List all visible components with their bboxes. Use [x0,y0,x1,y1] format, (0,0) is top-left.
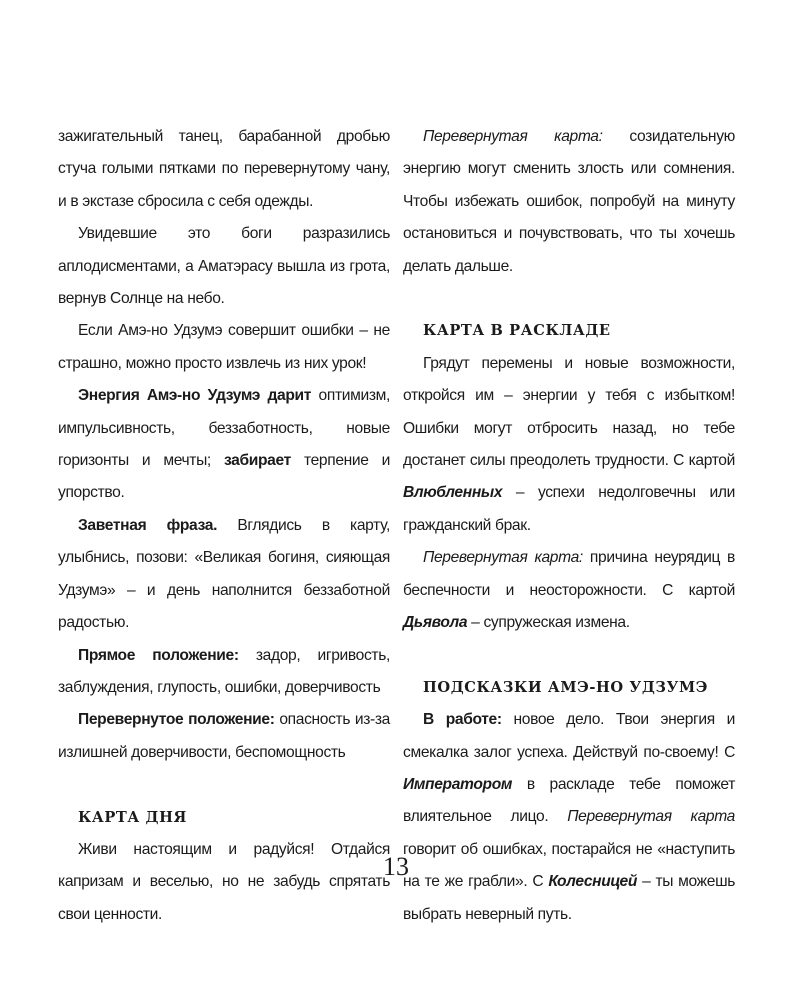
reversed-card-paragraph: Перевернутая карта: созидательную энергию могут сменить злость или сомнения. Чтобы избежать ошибок, попробуй на минуту остановиться и почувствовать, что ты хочешь делать дальше. [403,128,735,275]
section-heading-spread: КАРТА В РАСКЛАДЕ [423,322,611,340]
paragraph: Перевернутая карта: причина неурядиц в беспечности и неосторожности. С картой Дьявола – супружеская измена. [403,549,735,632]
page-number: 13 [383,852,409,881]
paragraph: Если Амэ-но Удзумэ совершит ошибки – не страшно, можно просто извлечь из них урок! [58,322,390,372]
reversed-paragraph: Перевернутое положение: опасность из-за излишней доверчивости, беспомощность [58,711,390,761]
paragraph: Увидевшие это боги разразились аплодисментами, а Аматэрасу вышла из грота, вернув Солнце на небо. [58,225,390,308]
section-heading-day: КАРТА ДНЯ [78,808,187,826]
work-paragraph: В работе: новое дело. Твои энергия и смекалка залог успеха. Действуй по-своему! С Императором в раскладе тебе поможет влиятельное лицо. Перевернутая карта говорит об ошибках, постарайся не «наступить на те же грабли». С Колесницей – ты можешь выбрать неверный путь. [403,711,736,923]
paragraph: Живи настоящим и радуйся! Отдайся капризам и веселью, но не забудь спрятать свои ценности. [58,840,390,923]
paragraph: зажигательный танец, барабанной дробью стуча голыми пятками по перевернутому чану, и в экстазе сбросила с себя одежды. [58,128,390,210]
spacer [403,639,735,671]
right-column [403,121,735,931]
energy-paragraph: Энергия Амэ-но Удзумэ дарит оптимизм, импульсивность, беззаботность, новые горизонты и мечты; забирает терпение и упорство. [58,387,391,502]
phrase-paragraph: Заветная фраза. Вглядись в карту, улыбнись, позови: «Великая богиня, сияющая Удзумэ» – и день наполнится беззаботной радостью. [58,516,390,632]
spacer [403,283,735,315]
left-column [58,121,390,931]
section-heading-hints: ПОДСКАЗКИ АМЭ-НО УДЗУМЭ [423,678,708,696]
spacer [58,769,390,801]
upright-paragraph: Прямое положение: задор, игривость, заблуждения, глупость, ошибки, доверчивость [58,646,390,696]
paragraph: Грядут перемены и новые возможности, откройся им – энергии у тебя с избытком! Ошибки могут отбросить назад, но тебе достанет силы преодолеть трудности. С картой Влюбленных – успехи недолговечны или гражданский брак. [403,354,735,534]
